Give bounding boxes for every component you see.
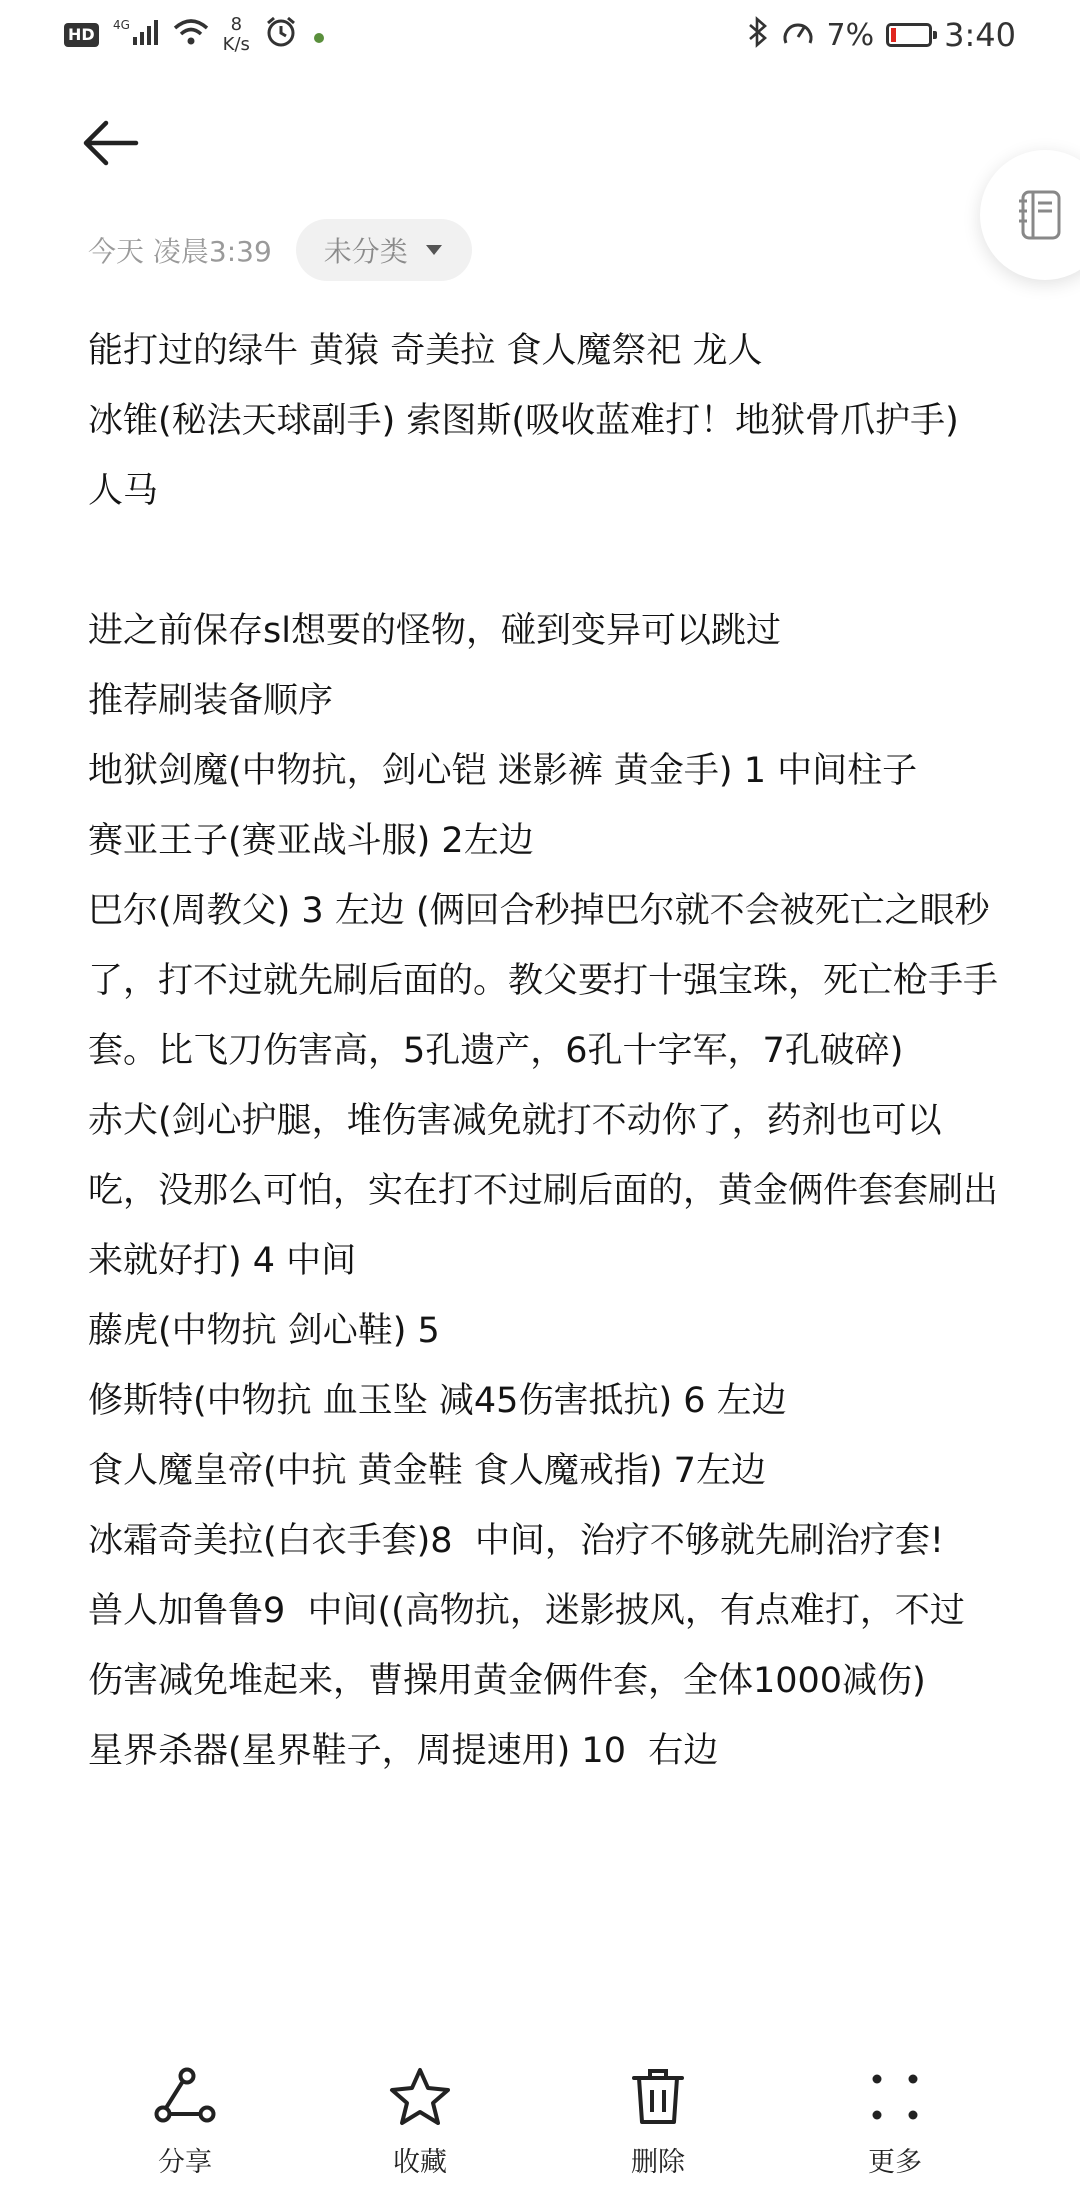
delete-label: 删除 — [631, 2147, 685, 2178]
more-dots-icon — [860, 2062, 930, 2132]
note-line: 推荐刷装备顺序 — [88, 681, 334, 721]
note-content[interactable] — [88, 316, 998, 1786]
note-line: 赤犬(剑心护腿，堆伤害减免就打不动你了，药剂也可以吃，没那么可怕，实在打不过刷后面的，黄金俩件套套刷出来就好打) 4 中间 — [88, 1101, 999, 1281]
note-line: 进之前保存sl想要的怪物，碰到变异可以跳过 — [88, 611, 781, 651]
note-line: 兽人加鲁鲁9 中间((高物抗，迷影披风，有点难打，不过伤害减免堆起来，曹操用黄金俩件套，全体1000减伤) — [88, 1591, 965, 1701]
note-meta-row — [88, 218, 472, 282]
speed-unit: K/s — [222, 34, 250, 55]
note-date: 今天 凌晨3:39 — [88, 235, 272, 268]
note-line: 食人魔皇帝(中抗 黄金鞋 食人魔戒指) 7左边 — [88, 1451, 766, 1491]
hd-badge: HD — [64, 23, 99, 47]
note-line: 地狱剑魔(中物抗，剑心铠 迷影裤 黄金手) 1 中间柱子 — [88, 751, 918, 791]
note-line: 赛亚王子(赛亚战斗服) 2左边 — [88, 821, 534, 861]
status-right — [747, 12, 1016, 58]
note-line — [88, 526, 998, 596]
delete-button[interactable] — [578, 2062, 738, 2192]
network-type: 4G — [112, 17, 130, 32]
star-icon — [385, 2062, 455, 2132]
status-left — [64, 12, 326, 58]
note-line: 冰霜奇美拉(白衣手套)8 中间，治疗不够就先刷治疗套! — [88, 1521, 944, 1561]
note-line: 星界杀器(星界鞋子，周提速用) 10 右边 — [88, 1731, 719, 1771]
more-label: 更多 — [868, 2147, 922, 2178]
bottom-toolbar — [0, 2060, 1080, 2204]
share-icon — [150, 2062, 220, 2132]
category-label: 未分类 — [323, 235, 408, 268]
note-line: 藤虎(中物抗 剑心鞋) 5 — [88, 1311, 440, 1351]
trash-icon — [623, 2062, 693, 2132]
bluetooth-icon — [747, 16, 769, 55]
note-line: 修斯特(中物抗 血玉坠 减45伤害抵抗) 6 左边 — [88, 1381, 787, 1421]
share-label: 分享 — [158, 2147, 212, 2178]
notebook-icon — [1018, 189, 1064, 241]
speed-value: 8 — [230, 14, 243, 35]
wifi-icon — [173, 18, 209, 53]
share-button[interactable] — [105, 2062, 265, 2192]
clock-time: 3:40 — [944, 16, 1016, 54]
favorite-label: 收藏 — [393, 2147, 447, 2178]
note-line: 能打过的绿牛 黄猿 奇美拉 食人魔祭祀 龙人 — [88, 331, 763, 371]
status-bar — [0, 0, 1080, 70]
network-speed — [223, 15, 250, 55]
note-line: 冰锥(秘法天球副手) 索图斯(吸收蓝难打！地狱骨爪护手) — [88, 401, 959, 441]
arrow-left-icon — [80, 118, 140, 168]
app-notification-icon — [312, 19, 326, 52]
note-line: 巴尔(周教父) 3 左边 (俩回合秒掉巴尔就不会被死亡之眼秒了，打不过就先刷后面的。教父要打十强宝珠，死亡枪手手套。比飞刀伤害高，5孔遗产，6孔十字军，7孔破碎) — [88, 891, 999, 1071]
note-line: 人马 — [88, 471, 159, 511]
more-button[interactable] — [815, 2062, 975, 2192]
back-button[interactable] — [80, 108, 160, 178]
favorite-button[interactable] — [340, 2062, 500, 2192]
battery-icon — [886, 23, 932, 47]
side-notebook-button[interactable] — [980, 150, 1080, 280]
cellular-signal-icon — [113, 17, 159, 54]
battery-percent: 7% — [826, 17, 875, 53]
caret-down-icon — [424, 243, 444, 257]
alarm-icon — [264, 15, 298, 56]
power-save-icon — [781, 17, 815, 54]
category-dropdown[interactable] — [296, 219, 472, 281]
